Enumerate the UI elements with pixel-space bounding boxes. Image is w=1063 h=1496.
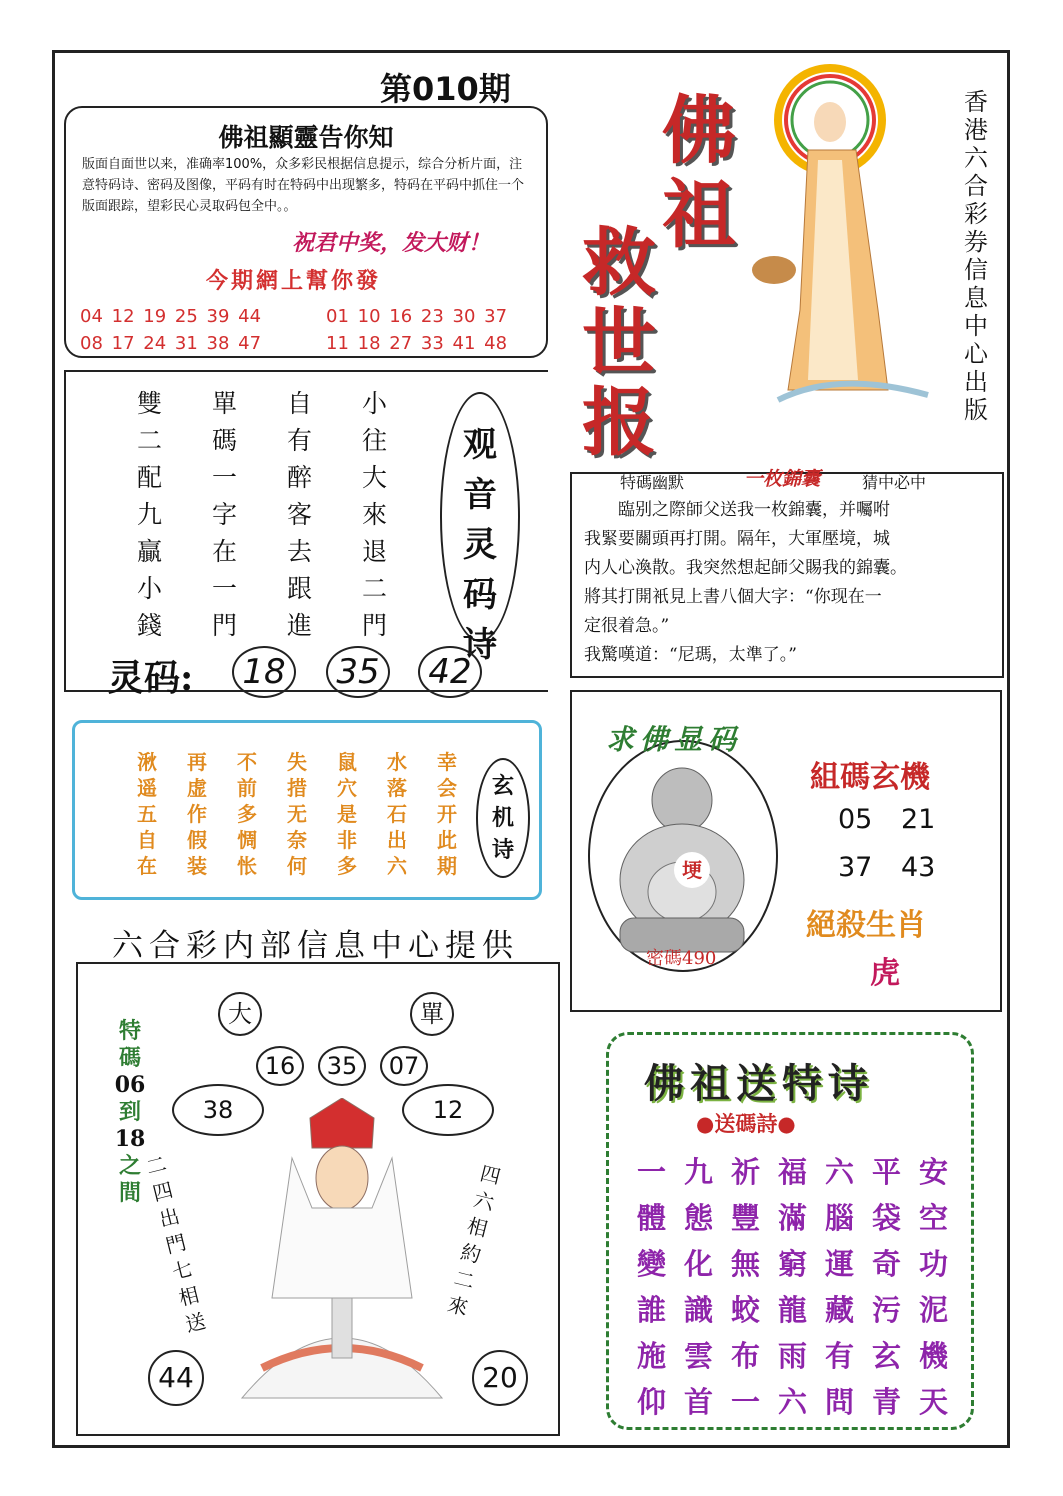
poem-char: 施 [636,1339,666,1373]
notice-body: 版面自面世以来，准确率100%，众多彩民根据信息提示，综合分析片面，注意特码诗、密码及图像，平码有时在特码中出现繁多，特码在平码中抓住一个版面跟踪，望彩民心灵取码包全中。。 [82,157,525,214]
send-poem-grid [628,1150,957,1426]
guanyin-poem-label: 观 音 灵 码 诗 [463,425,497,665]
poem-char: 一 [211,463,237,492]
poem-char: 變 [636,1247,666,1281]
poem-char: 二 [136,426,162,455]
numbers-row: 01 10 16 23 30 37 [326,306,508,327]
poem-char: 惆 [237,828,257,852]
poem-char: 門 [211,611,237,640]
poem-char: 運 [824,1247,854,1281]
poem-char: 碼 [211,426,237,455]
poem-char: 功 [918,1247,948,1281]
poem-char: 会 [437,776,457,800]
poem-char: 虚 [187,776,207,800]
poem-char: 布 [730,1339,760,1373]
number-circle: 16 [256,1046,304,1086]
notice-box [64,106,548,358]
poem-char: 多 [337,854,357,878]
provider-text: 六合彩内部信息中心提供 [112,928,519,964]
poem-char: 六 [824,1155,854,1189]
poem-char: 去 [286,537,312,566]
poem-char: 污 [871,1293,901,1327]
poem-char: 雨 [777,1339,807,1373]
guanyin-standing-image [738,60,938,405]
jinnang-line: 將其打開衹見上書八個大字：“你现在一 [584,587,882,607]
poem-char: 在 [137,854,157,878]
poem-char: 大 [361,463,387,492]
poem-char: 幸 [437,750,457,774]
notice-wish: 祝君中奖，发大财！ [292,230,491,256]
guanyin-seated-image [222,1098,462,1418]
poem-char: 六 [387,854,407,878]
numbers-row: 04 12 19 25 39 44 [80,306,262,327]
big-label: 大 [218,992,262,1036]
title-char: 世 [582,300,656,386]
title-char: 祖 [662,172,736,258]
poem-char: 玄 [871,1339,901,1373]
jinnang-line: 臨别之際師父送我一枚錦囊，并囑咐 [584,500,890,520]
mima-text: 密碼490 [646,948,717,969]
zuma-title: 組碼玄機 [810,760,930,795]
poem-char: 機 [918,1339,948,1373]
numbers-left [80,303,261,357]
poem-char: 多 [237,802,257,826]
poem-char: 一 [636,1155,666,1189]
poem-char: 空 [918,1201,948,1235]
poem-char: 問 [824,1385,854,1419]
poem-char: 門 [361,611,387,640]
poem-char: 奈 [287,828,307,852]
poem-char: 體 [636,1201,666,1235]
poem-char: 作 [187,802,207,826]
poem-char: 往 [361,426,387,455]
poem-char: 天 [918,1385,948,1419]
poem-char: 進 [286,611,312,640]
jinnang-line: 我驚嘆道：“尼瑪，太準了。” [584,645,797,665]
poem-char: 水 [387,750,407,774]
poem-char: 石 [387,802,407,826]
poem-char: 有 [824,1339,854,1373]
poem-char: 蛟 [730,1293,760,1327]
poem-char: 首 [683,1385,713,1419]
number-circle: 35 [318,1046,366,1086]
poem-char: 假 [187,828,207,852]
poem-char: 非 [337,828,357,852]
poem-char: 祈 [730,1155,760,1189]
poem-char: 龍 [777,1293,807,1327]
title-char: 救 [582,220,656,306]
poem-char: 在 [211,537,237,566]
poem-char: 退 [361,537,387,566]
poem-char: 开 [437,802,457,826]
poem-char: 泥 [918,1293,948,1327]
poem-char: 化 [683,1247,713,1281]
poem-char: 奇 [871,1247,901,1281]
tema-range: 特 碼 06 到 18 之 間 [114,1018,146,1206]
poem-char: 失 [287,750,307,774]
zuma-row: 37 43 [838,852,936,883]
poem-char: 九 [683,1155,713,1189]
poem-char: 一 [211,574,237,603]
poem-char: 此 [437,828,457,852]
poem-char: 客 [286,500,312,529]
poem-char: 青 [871,1385,901,1419]
poem-char: 无 [287,802,307,826]
notice-title: 佛祖顯靈告你知 [218,123,394,152]
title-char: 佛 [662,88,736,174]
poem-char: 來 [361,500,387,529]
poem-char: 期 [437,854,457,878]
numbers-right [326,303,507,357]
numbers-row: 11 18 27 33 41 48 [326,333,508,354]
poem-char: 平 [871,1155,901,1189]
poem-char: 窮 [777,1247,807,1281]
poem-char: 怅 [237,854,257,878]
poem-char: 態 [683,1201,713,1235]
xuanji-label-oval [476,758,530,878]
poem-char: 贏 [136,537,162,566]
number-circle: 20 [472,1350,528,1406]
xuanji-label: 玄 机 诗 [491,773,514,863]
jinnang-header-left: 特碼幽默 [620,473,685,492]
poem-char: 穴 [337,776,357,800]
poem-char: 醉 [286,463,312,492]
poem-char: 安 [918,1155,948,1189]
left-verse: 二 四 出 門 七 相 送 [143,1151,209,1337]
send-poem-subtitle: ●送碼詩● [696,1111,796,1136]
poem-char: 配 [136,463,162,492]
guanyin-poem-grid [112,384,412,643]
lingma-label: 灵码: [108,657,194,699]
poem-char: 自 [286,389,312,418]
poem-char: 再 [187,750,207,774]
juesha-title: 絕殺生肖 [806,908,926,943]
poem-char: 滿 [777,1201,807,1235]
poem-char: 單 [211,389,237,418]
poem-char: 豐 [730,1201,760,1235]
poem-char: 落 [387,776,407,800]
poem-char: 措 [287,776,307,800]
send-poem-title: 佛祖送特诗 [644,1060,874,1107]
help-title: 今期網上幫你發 [206,268,382,294]
poem-char: 装 [187,854,207,878]
jinnang-text [584,496,992,670]
number-oval: 38 [172,1084,264,1136]
guanyin-poem-label-oval [440,392,520,665]
poem-char: 前 [237,776,257,800]
mima-char: 埂 [674,852,710,888]
poem-char: 何 [287,854,307,878]
jinnang-header-right: 猜中必中 [862,473,927,492]
buddha-box-title: 求佛显码 [606,723,743,756]
poem-char: 藏 [824,1293,854,1327]
jinnang-line: 内人心渙散。我突然想起師父賜我的錦囊。 [584,558,907,578]
jinnang-line: 我緊要關頭再打開。隔年，大軍壓境，城 [584,529,890,549]
title-char: 报 [582,380,656,466]
poem-char: 小 [361,389,387,418]
issue-number: 第010期 [380,70,511,108]
jinnang-header-title: 一枚錦囊 [744,468,821,490]
poem-char: 二 [361,574,387,603]
poem-char: 六 [777,1385,807,1419]
lingma-number: 42 [418,646,482,698]
poem-char: 不 [237,750,257,774]
zuma-numbers [838,796,935,892]
poem-char: 小 [136,574,162,603]
juesha-value: 虎 [870,956,900,991]
number-circle: 07 [380,1046,428,1086]
poem-char: 腦 [824,1201,854,1235]
lingma-number: 35 [326,646,390,698]
poem-char: 雲 [683,1339,713,1373]
poem-char: 仰 [636,1385,666,1419]
poem-char: 有 [286,426,312,455]
poem-char: 識 [683,1293,713,1327]
poem-char: 九 [136,500,162,529]
poem-char: 五 [137,802,157,826]
poem-char: 袋 [871,1201,901,1235]
poem-char: 字 [211,500,237,529]
right-verse: 四 六 相 約 二 來 [445,1160,504,1321]
poem-char: 自 [137,828,157,852]
poem-char: 遥 [137,776,157,800]
poem-char: 是 [337,802,357,826]
single-label: 單 [410,992,454,1036]
lingma-number: 18 [232,646,296,698]
xuanji-poem-grid [122,746,472,876]
zuma-row: 05 21 [838,804,936,835]
poem-char: 雙 [136,389,162,418]
jinnang-line: 定很着急。” [584,616,670,636]
poem-char: 出 [387,828,407,852]
poem-char: 湫 [137,750,157,774]
poem-char: 一 [730,1385,760,1419]
side-publisher-text: 香港六合彩券信息中心出版 [964,88,988,424]
numbers-row: 08 17 24 31 38 47 [80,333,262,354]
number-oval: 12 [402,1084,494,1136]
jinnang-box [570,468,1004,678]
poem-char: 誰 [636,1293,666,1327]
poem-char: 錢 [136,611,162,640]
poem-char: 福 [777,1155,807,1189]
poem-char: 鼠 [337,750,357,774]
poem-char: 無 [730,1247,760,1281]
number-circle: 44 [148,1350,204,1406]
poem-char: 跟 [286,574,312,603]
